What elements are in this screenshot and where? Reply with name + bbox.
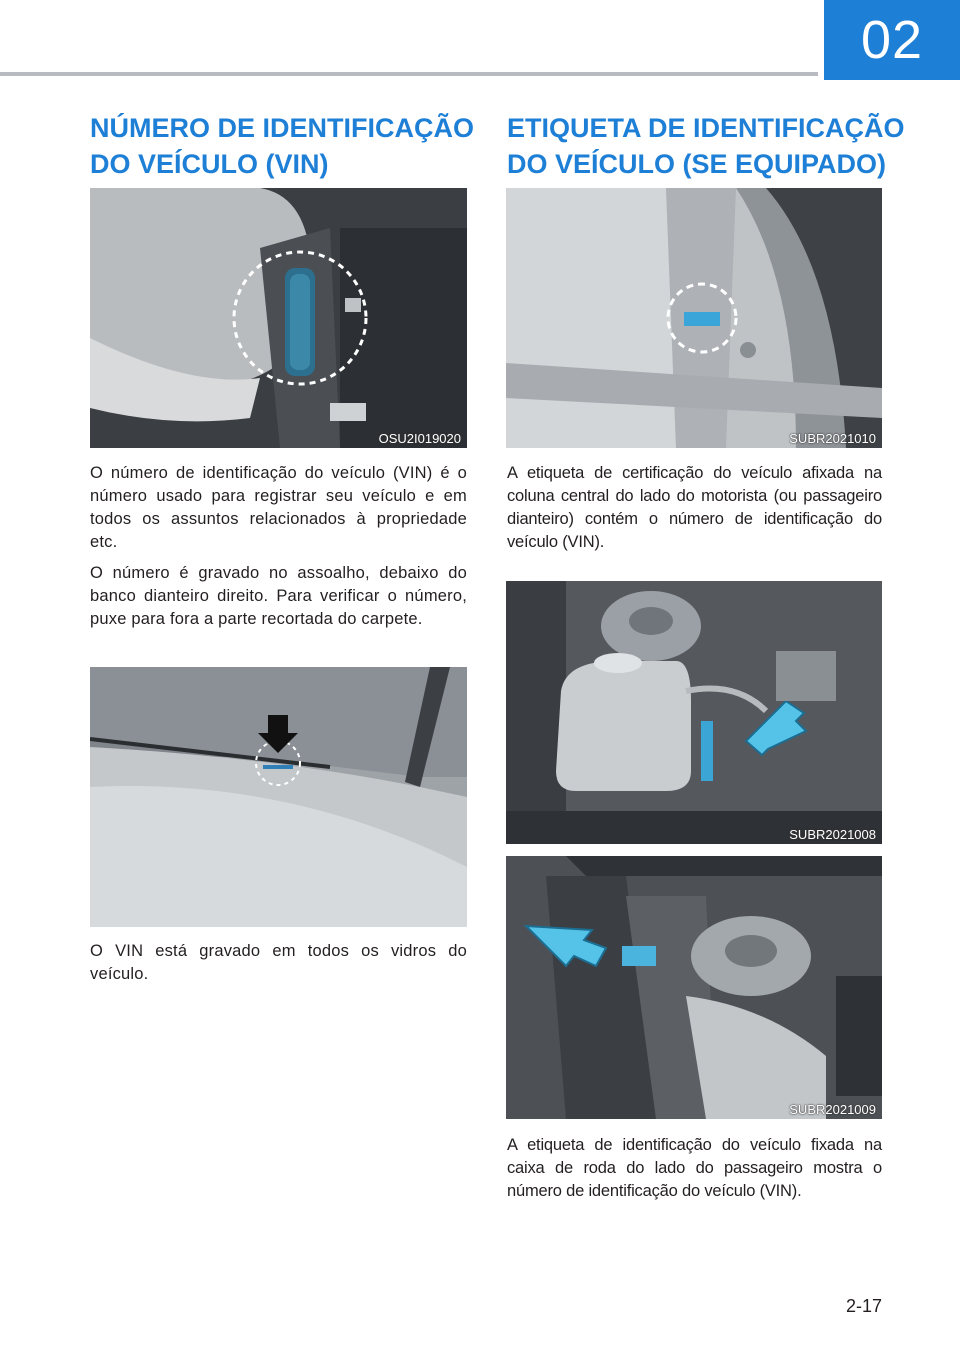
engine-bay-illustration (506, 581, 882, 844)
pillar-label-image (506, 188, 882, 448)
windshield-vin-image (90, 667, 467, 927)
figure-code: SUBR2021008 (789, 827, 876, 842)
label-paragraph-1: A etiqueta de certificação do veículo afixada na coluna central do lado do motorista (ou passageiro dianteiro) contém o número de identificação do veículo (VIN). (507, 464, 882, 551)
vin-heading-line1: NÚMERO DE IDENTIFICAÇÃO (90, 113, 474, 143)
page-number: 2-17 (846, 1296, 883, 1316)
figure-code: OSU2I019020 (378, 431, 461, 446)
engine-bay-image (506, 581, 882, 844)
vin-paragraph-2: O número é gravado no assoalho, debaixo do banco dianteiro direito. Para verificar o número, puxe para fora a parte recortada do carpete. (90, 564, 467, 628)
vin-heading (90, 110, 474, 182)
label-heading (507, 110, 905, 182)
figure-code: SUBR2021010 (789, 431, 876, 446)
wheel-house-illustration (506, 856, 882, 1119)
windshield-vin-illustration (90, 667, 467, 927)
chapter-tab: 02 (824, 0, 960, 80)
wheel-house-image (506, 856, 882, 1119)
floor-vin-illustration (90, 188, 467, 448)
header-rule (0, 72, 818, 76)
floor-vin-image (90, 188, 467, 448)
pillar-label-illustration (506, 188, 882, 448)
label-heading-line2: DO VEÍCULO (SE EQUIPADO) (507, 149, 887, 179)
vin-paragraph-1: O número de identificação do veículo (VIN) é o número usado para registrar seu veículo e em todos os assuntos relacionados à propriedade etc. (90, 464, 467, 551)
vin-paragraph-3: O VIN está gravado em todos os vidros do veículo. (90, 942, 467, 983)
vin-heading-line2: DO VEÍCULO (VIN) (90, 149, 329, 179)
label-heading-line1: ETIQUETA DE IDENTIFICAÇÃO (507, 113, 905, 143)
label-paragraph-2: A etiqueta de identificação do veículo fixada na caixa de roda do lado do passageiro mostra o número de identificação do veículo (VIN). (507, 1136, 882, 1200)
figure-code: SUBR2021009 (789, 1102, 876, 1117)
